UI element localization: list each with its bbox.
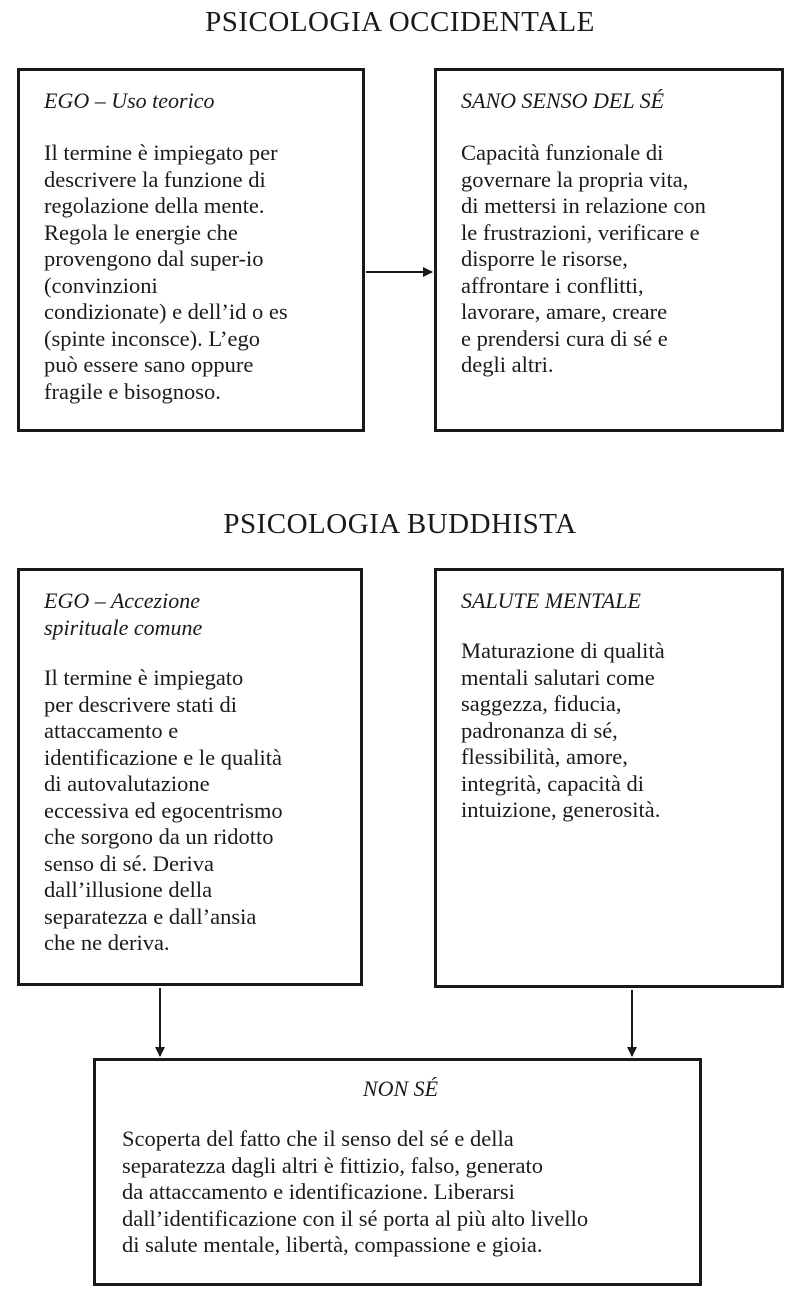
text-line: Scoperta del fatto che il senso del sé e della	[122, 1126, 514, 1151]
text-line: dall’identificazione con il sé porta al più alto livello	[122, 1205, 589, 1231]
text-line: (convinzioni	[44, 272, 158, 298]
text-line: flessibilità, amore,	[461, 744, 628, 769]
text-line: governare la propria vita,	[461, 166, 689, 192]
text-line: di salute mentale, libertà, compassione e gioia.	[122, 1232, 543, 1257]
text-line: degli altri.	[461, 352, 554, 377]
text-line: e prendersi cura di sé e	[461, 325, 668, 351]
text-line: dall’illusione della	[44, 877, 213, 902]
text-line: Maturazione di qualità	[461, 638, 665, 663]
text-line: che sorgono da un ridotto	[44, 824, 274, 849]
text-line: provengono dal super-io	[44, 246, 264, 271]
text-line: Il termine è impiegato per	[44, 140, 278, 165]
text-line: senso di sé. Deriva	[44, 850, 214, 876]
western-section-title: PSICOLOGIA OCCIDENTALE	[205, 6, 595, 38]
text-line: (spinte inconsce). L’ego	[44, 325, 260, 351]
text-line: che ne deriva.	[44, 930, 170, 955]
buddhist-ego-heading-line: EGO – Accezione	[44, 588, 200, 613]
text-line: intuizione, generosità.	[461, 797, 661, 822]
text-line: Regola le energie che	[44, 219, 238, 245]
text-line: identificazione e le qualità	[44, 744, 283, 770]
text-line: Il termine è impiegato	[44, 665, 244, 690]
text-line: saggezza, fiducia,	[461, 691, 622, 716]
buddhist-section-title: PSICOLOGIA BUDDHISTA	[223, 508, 577, 540]
text-line: di autovalutazione	[44, 771, 210, 796]
text-line: eccessiva ed egocentrismo	[44, 797, 283, 823]
non-self-heading: NON SÉ	[362, 1076, 439, 1101]
western-ego-heading: EGO – Uso teorico	[44, 88, 215, 113]
text-line: affrontare i conflitti,	[461, 272, 644, 298]
text-line: disporre le risorse,	[461, 246, 628, 271]
text-line: mentali salutari come	[461, 664, 655, 690]
text-line: da attaccamento e identificazione. Liberarsi	[122, 1179, 515, 1204]
text-line: fragile e bisognoso.	[44, 378, 221, 404]
text-line: condizionate) e dell’id o es	[44, 299, 288, 324]
text-line: attaccamento e	[44, 718, 179, 743]
text-line: regolazione della mente.	[44, 193, 265, 218]
text-line: Capacità funzionale di	[461, 140, 664, 165]
text-line: separatezza e dall’ansia	[44, 903, 257, 929]
text-line: padronanza di sé,	[461, 717, 618, 743]
text-line: di mettersi in relazione con	[461, 193, 706, 218]
healthy-self-heading: SANO SENSO DEL SÉ	[461, 88, 665, 113]
text-line: le frustrazioni, verificare e	[461, 219, 700, 245]
text-line: per descrivere stati di	[44, 691, 238, 717]
text-line: può essere sano oppure	[44, 352, 254, 377]
text-line: lavorare, amare, creare	[461, 299, 668, 324]
text-line: integrità, capacità di	[461, 770, 645, 796]
buddhist-ego-heading-line: spirituale comune	[44, 615, 203, 640]
mental-health-heading: SALUTE MENTALE	[461, 588, 641, 613]
text-line: descrivere la funzione di	[44, 166, 266, 192]
text-line: separatezza dagli altri è fittizio, falso, generato	[122, 1152, 544, 1178]
